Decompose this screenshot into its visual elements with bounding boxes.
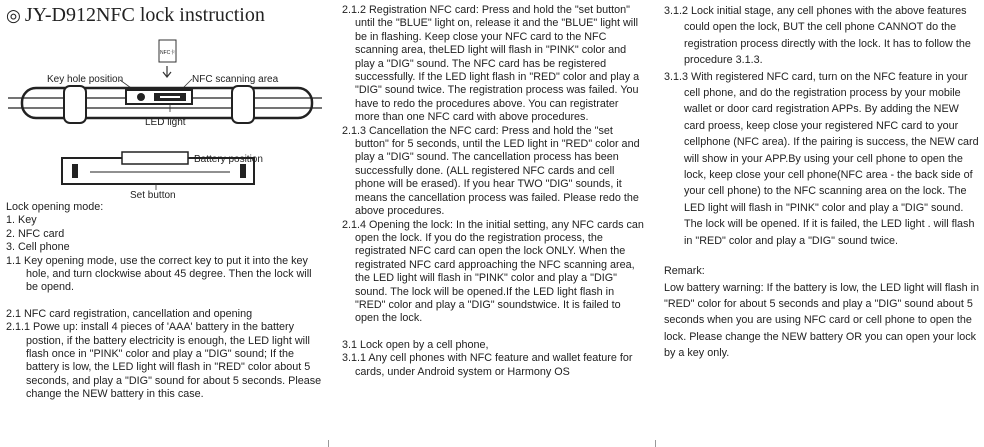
column-3 bbox=[664, 3, 980, 362]
paragraph-2-1-1: 2.1.1 Powe up: install 4 pieces of 'AAA' battery in the battery postion, if the battery electricity is enough, the LED light will flash once in "PINK" color and play a "DIG" sound; If the battery is low, the LED light will flash in "RED" color about 5 seconds, and play a "DIG" sound for about 5 seconds. Please change the NEW battery in this case. bbox=[6, 321, 322, 401]
battery-compartment bbox=[122, 152, 188, 164]
text-line: 2. NFC card bbox=[6, 227, 65, 240]
paragraph-2-1-4: 2.1.4 Opening the lock: In the initial setting, any NFC cards can open the lock. If you do the registration process, the registrated NFC card can open the lock ONLY. When the registrated NFC card approaching the NFC scanning area, the LED light will flash in "PINK" color and play a "DIG" sound. The lock will be opened.If the LED light flash in "RED" color and play a "DIG" soundstwice. It is failed to open the lock. bbox=[342, 218, 644, 325]
paragraph-1-1: 1.1 Key opening mode, use the correct key to put it into the key hole, and turn clockwise about 45 degree. Then the lock will be opend. bbox=[6, 254, 312, 294]
text-line: Lock opening mode: bbox=[6, 201, 104, 213]
remark-text: Low battery warning: If the battery is low, the LED light will flash in "RED" color for about 5 seconds and play a "DIG" sound about 5 seconds when you are using NFC card or cell phone to open the lock. Please change the NEW battery OR you can open your lock by a key only. bbox=[664, 281, 980, 360]
paragraph-3-1-1: 3.1.1 Any cell phones with NFC feature and wallet feature for cards, under Android system or Harmony OS bbox=[342, 352, 633, 378]
paragraph-2-1-3: 2.1.3 Cancellation the NFC card: Press and hold the "set button" for 5 seconds, until the LED light in "RED" color and play a "DIG" sound. The cancellation process has been successfully done. (ALL registered NFC cards and cell phone will be erased). If you hear TWO "DIG" sounds, it means the cancellation process was failed. Please redo the above procedures. bbox=[342, 124, 640, 218]
text-line: 3. Cell phone bbox=[6, 241, 70, 254]
column-divider bbox=[328, 440, 329, 447]
heading-3-1: 3.1 Lock open by a cell phone, bbox=[342, 338, 489, 351]
column-2 bbox=[342, 4, 646, 379]
led-label: LED light bbox=[145, 117, 186, 128]
battery-label: Battery position bbox=[194, 154, 263, 165]
nfc-area-label: NFC scanning area bbox=[192, 74, 279, 85]
lock-diagram bbox=[0, 0, 330, 205]
paragraph-2-1-2: 2.1.2 Registration NFC card: Press and hold the "set button" until the "BLUE" light on, release it and the "BLUE" light will be in flashing. Keep close your NFC card to the NFC scanning area, theLED light will flash in "PINK" color and play a "DIG" sound. The NFC card has be registered successfully. If the LED light flash in "RED" color and play a "DIG" sound twice. The registration process was failed. You have to redo the procedures above. You can registrater more than one NFC card with above procedures. bbox=[342, 4, 640, 124]
paragraph-3-1-2: 3.1.2 Lock initial stage, any cell phones with the above features could open the lock, BUT the cell phone CANNOT do the registration process directly with the lock. It has to follow the procedure 3.1.3. bbox=[664, 5, 971, 67]
set-button-label: Set button bbox=[130, 190, 176, 201]
title-text: JY-D912NFC lock instruction bbox=[24, 4, 265, 26]
text-line: 1. Key bbox=[6, 214, 37, 227]
column-1 bbox=[6, 201, 324, 402]
title-symbol: ◎ bbox=[6, 6, 21, 25]
key-hole-icon bbox=[137, 93, 145, 101]
heading-2-1: 2.1 NFC card registration, cancellation and opening bbox=[6, 307, 253, 320]
column-divider bbox=[655, 440, 656, 447]
remark-heading: Remark: bbox=[664, 265, 705, 278]
paragraph-3-1-3: 3.1.3 With registered NFC card, turn on the NFC feature in your cell phone, and do the registration process by your mobile wallet or door card registration APPs. By adding the NEW card proess, keep close your registered NFC card to your cellphone (NFC area). If the pairing is success, the NEW card will show in your APP.By using your cell phone to open the lock, keep close your cell phone(NFC area - the back side of your cell phone) to the NFC scanning area on the lock. The LED light will flash in "PINK" color and play a "DIG" sound. The lock will be opened. If it is failed, the LED light . will flash in "RED" color and play a "DIG" sound twice. bbox=[664, 70, 979, 247]
nfc-card-label: NFC卡 bbox=[160, 50, 176, 56]
key-hole-label: Key hole position bbox=[47, 74, 124, 85]
